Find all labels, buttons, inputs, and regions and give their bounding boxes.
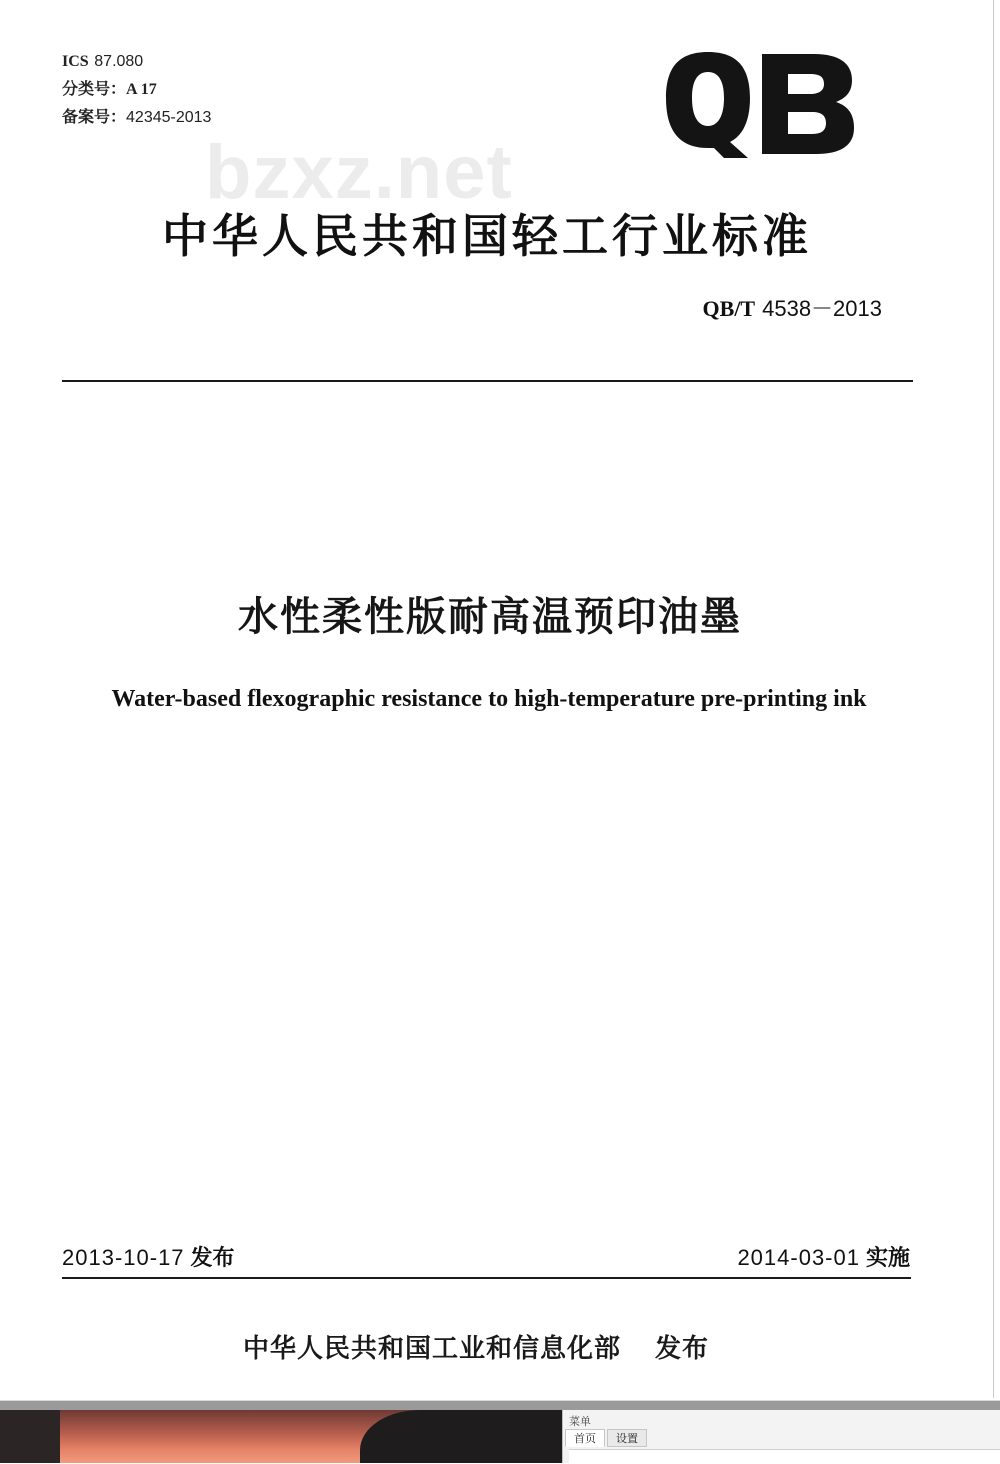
publisher-name: 中华人民共和国工业和信息化部 (243, 1334, 622, 1364)
issue-date: 2013-10-17 (62, 1245, 185, 1270)
record-label: 备案号： (62, 107, 127, 126)
class-label: 分类号： (62, 79, 127, 98)
standard-metadata (62, 47, 211, 131)
chinese-title: 水性柔性版耐高温预印油墨 (238, 594, 742, 640)
class-value: A 17 (126, 81, 157, 98)
publisher-word: 发布 (655, 1334, 710, 1364)
ics-value: 87.080 (94, 53, 144, 70)
tab-home[interactable]: 首页 (565, 1429, 605, 1447)
page-edge (993, 0, 994, 1398)
publisher-line (243, 1328, 709, 1365)
app-window-title: 菜单 (569, 1415, 591, 1428)
app-window (562, 1410, 1000, 1463)
standard-number: 4538－2013 (762, 296, 882, 321)
background-photo (0, 1410, 562, 1463)
issue-word: 发布 (190, 1246, 235, 1271)
effective-word: 实施 (865, 1246, 910, 1271)
standard-prefix: QB/T (702, 296, 756, 321)
record-row (62, 103, 211, 131)
ics-label: ICS (62, 53, 89, 70)
photo-shadow-left (0, 1410, 60, 1463)
main-title: 中华人民共和国轻工行业标准 (162, 209, 812, 263)
english-title: Water-based flexographic resistance to high-temperature pre-printing ink (111, 686, 867, 712)
app-data-grid[interactable] (569, 1449, 1000, 1464)
photo-shadow-right (360, 1410, 562, 1463)
watermark: bzxz.net (205, 130, 513, 215)
ics-row (62, 47, 211, 75)
app-tab-bar (565, 1429, 649, 1447)
standard-code (703, 292, 882, 323)
issue-date-block (62, 1241, 235, 1272)
tab-settings[interactable]: 设置 (607, 1429, 647, 1447)
record-value: 42345-2013 (126, 109, 212, 126)
top-rule (62, 380, 913, 382)
bottom-rule (62, 1277, 911, 1279)
effective-date-block (737, 1241, 910, 1272)
class-row (62, 75, 211, 103)
effective-date: 2014-03-01 (737, 1245, 860, 1270)
qb-logo (664, 50, 856, 162)
